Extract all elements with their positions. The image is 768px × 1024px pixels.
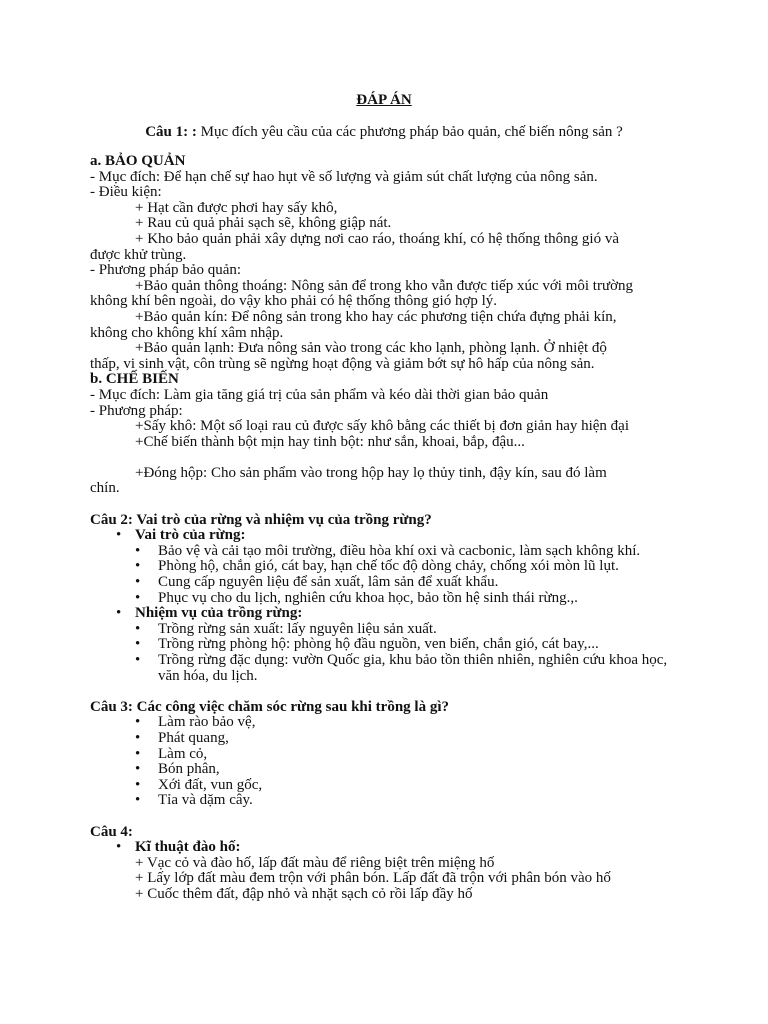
question-2-heading: Câu 2: Vai trò của rừng và nhiệm vụ của trồng rừng? <box>90 511 432 528</box>
technique-step: + Vạc cỏ và đào hố, lấp đất màu để riêng biệt trên miệng hố <box>135 854 495 871</box>
care-task: Phát quang, <box>158 729 229 746</box>
bullet-icon: • <box>135 792 141 809</box>
section-b-methods-label: - Phương pháp: <box>90 402 183 419</box>
section-b-heading: b. CHẾ BIẾN <box>90 371 179 388</box>
bullet-icon: • <box>135 636 141 653</box>
technique-label: Kĩ thuật đào hố: <box>135 839 241 856</box>
care-task: Tỉa và dặm cây. <box>158 792 253 809</box>
technique-step: + Cuốc thêm đất, đập nhỏ và nhặt sạch cỏ rồi lấp đầy hố <box>135 885 473 902</box>
condition-item: + Kho bảo quản phải xây dựng nơi cao ráo, thoáng khí, có hệ thống thông gió và <box>135 230 620 247</box>
list-item <box>90 731 690 747</box>
question-2-list <box>90 528 690 684</box>
bullet-icon: • <box>116 839 122 856</box>
task-text: Trồng rừng đặc dụng: vườn Quốc gia, khu bảo tồn thiên nhiên, nghiên cứu khoa học, văn hóa, du lịch. <box>158 652 668 684</box>
question-3-heading: Câu 3: Các công việc chăm sóc rừng sau khi trồng là gì? <box>90 698 449 715</box>
bullet-icon: • <box>135 745 141 762</box>
task-text: Trồng rừng sản xuất: lấy nguyên liệu sản xuất. <box>158 620 437 637</box>
list-item <box>90 528 690 544</box>
tasks-label: Nhiệm vụ của trồng rừng: <box>135 605 303 622</box>
list-item <box>90 653 690 684</box>
bullet-icon: • <box>135 776 141 793</box>
bullet-icon: • <box>135 558 141 575</box>
section-a-purpose: - Mục đích: Để hạn chế sự hao hụt về số lượng và giảm sút chất lượng của nông sản. <box>90 168 598 185</box>
spacer <box>90 497 690 513</box>
answer-body <box>90 154 690 903</box>
list-item <box>90 747 690 763</box>
spacer <box>90 684 690 700</box>
roles-label: Vai trò của rừng: <box>135 527 246 544</box>
list-item <box>90 544 690 560</box>
bullet-icon: • <box>135 652 141 668</box>
method-item: +Bảo quản kín: Để nông sản trong kho hay các phương tiện chứa đựng phải kín, <box>135 308 617 325</box>
method-item: +Bảo quản lạnh: Đưa nông sản vào trong các kho lạnh, phòng lạnh. Ở nhiệt độ <box>135 340 607 357</box>
method-item: +Sấy khô: Một số loại rau củ được sấy khô bằng các thiết bị đơn giản hay hiện đại <box>135 418 630 435</box>
section-b-purpose: - Mục đích: Làm gia tăng giá trị của sản phẩm và kéo dài thời gian bảo quản <box>90 386 549 403</box>
page-title: ĐÁP ÁN <box>356 92 412 108</box>
list-item <box>90 606 690 622</box>
list-item <box>90 591 690 607</box>
bullet-icon: • <box>135 574 141 591</box>
bullet-icon: • <box>135 542 141 559</box>
role-text: Phục vụ cho du lịch, nghiên cứu khoa học, bảo tồn hệ sinh thái rừng.,. <box>158 589 578 606</box>
list-item <box>90 715 690 731</box>
question-4-heading: Câu 4: <box>90 823 133 840</box>
method-item: +Bảo quản thông thoáng: Nông sản để trong kho vẫn được tiếp xúc với môi trường <box>135 277 634 294</box>
method-item-continued: thấp, vi sinh vật, côn trùng sẽ ngừng hoạt động và giảm bớt sự hô hấp của nông sản. <box>90 355 595 372</box>
condition-item: + Hạt cần được phơi hay sấy khô, <box>135 199 338 216</box>
method-item: +Đóng hộp: Cho sản phẩm vào trong hộp hay lọ thủy tinh, đậy kín, sau đó làm <box>135 464 607 481</box>
list-item <box>90 637 690 653</box>
list-item <box>90 793 690 809</box>
role-text: Cung cấp nguyên liệu để sản xuất, lâm sản để xuất khẩu. <box>158 574 499 591</box>
list-item <box>90 575 690 591</box>
section-a-heading: a. BẢO QUẢN <box>90 153 186 169</box>
method-item: +Chế biến thành bột mịn hay tinh bột: như sắn, khoai, bắp, đậu... <box>135 433 525 450</box>
question-3-list <box>90 715 690 809</box>
question-1-text: Mục đích yêu cầu của các phương pháp bảo quản, chế biến nông sản ? <box>196 124 623 140</box>
list-item <box>90 762 690 778</box>
bullet-icon: • <box>135 761 141 778</box>
care-task: Làm rào bảo vệ, <box>158 714 256 731</box>
method-item-continued: chín. <box>90 480 120 497</box>
question-1-label: Câu 1: : <box>145 124 197 140</box>
section-a-conditions-label: - Điều kiện: <box>90 184 162 201</box>
bullet-icon: • <box>116 527 122 544</box>
spacer <box>90 450 690 466</box>
method-item-continued: không khí bên ngoài, do vậy kho phải có hệ thống thông gió hợp lý. <box>90 293 498 310</box>
care-task: Xới đất, vun gốc, <box>158 776 263 793</box>
spacer <box>90 809 690 825</box>
section-a-methods-label: - Phương pháp bảo quản: <box>90 262 242 279</box>
task-text: Trồng rừng phòng hộ: phòng hộ đầu nguồn, ven biển, chắn gió, cát bay,... <box>158 636 599 653</box>
method-item-continued: không cho không khí xâm nhập. <box>90 324 284 341</box>
list-item <box>90 559 690 575</box>
bullet-icon: • <box>135 714 141 731</box>
care-task: Làm cỏ, <box>158 745 208 762</box>
technique-step: + Lấy lớp đất màu đem trộn với phân bón. Lấp đất đã trộn với phân bón vào hố <box>135 870 611 887</box>
question-4-list <box>90 840 690 856</box>
care-task: Bón phân, <box>158 761 220 778</box>
list-item <box>90 778 690 794</box>
condition-item: + Rau củ quả phải sạch sẽ, không giập nát. <box>135 215 392 232</box>
question-1-line <box>0 124 768 141</box>
list-item <box>90 622 690 638</box>
bullet-icon: • <box>116 605 122 622</box>
role-text: Phòng hộ, chắn gió, cát bay, hạn chế tốc độ dòng chảy, chống xói mòn lũ lụt. <box>158 558 619 575</box>
role-text: Bảo vệ và cải tạo môi trường, điều hòa khí oxi và cacbonic, làm sạch không khí. <box>158 542 641 559</box>
bullet-icon: • <box>135 620 141 637</box>
list-item <box>90 840 690 856</box>
bullet-icon: • <box>135 589 141 606</box>
condition-item-continued: được khử trùng. <box>90 246 187 263</box>
bullet-icon: • <box>135 729 141 746</box>
